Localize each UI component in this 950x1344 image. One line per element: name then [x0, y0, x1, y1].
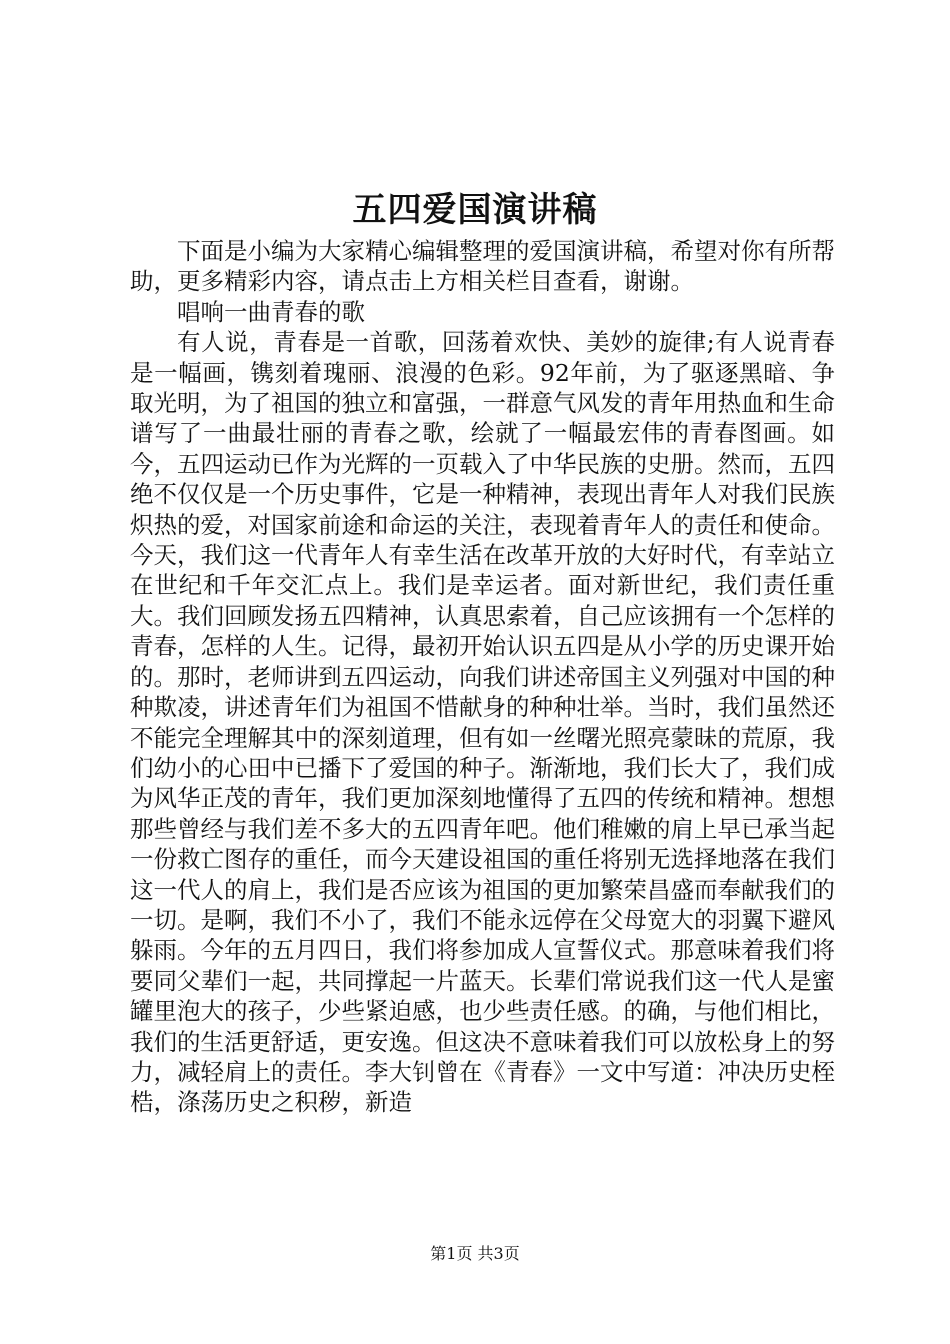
document-title: 五四爱国演讲稿 [352, 190, 598, 230]
intro-paragraph: 下面是小编为大家精心编辑整理的爱国演讲稿，希望对你有所帮助，更多精彩内容，请点击上方相关栏目查看，谢谢。 [130, 237, 835, 296]
page-footer: 第1页 共3页 [430, 1244, 520, 1263]
section-subtitle: 唱响一曲青春的歌 [177, 297, 365, 326]
document-body [130, 236, 835, 1118]
body-paragraph: 有人说，青春是一首歌，回荡着欢快、美妙的旋律;有人说青春是一幅画，镌刻着瑰丽、浪漫的色彩。92年前，为了驱逐黑暗、争取光明，为了祖国的独立和富强，一群意气风发的青年用热血和生命谱写了一曲最壮丽的青春之歌，绘就了一幅最宏伟的青春图画。如今，五四运动已作为光辉的一页载入了中华民族的史册。然而，五四绝不仅仅是一个历史事件，它是一种精神，表现出青年人对我们民族炽热的爱，对国家前途和命运的关注，表现着青年人的责任和使命。今天，我们这一代青年人有幸生活在改革开放的大好时代，有幸站立在世纪和千年交汇点上。我们是幸运者。面对新世纪，我们责任重大。我们回顾发扬五四精神，认真思索着，自己应该拥有一个怎样的青春，怎样的人生。记得，最初开始认识五四是从小学的历史课开始的。那时，老师讲到五四运动，向我们讲述帝国主义列强对中国的种种欺凌，讲述青年们为祖国不惜献身的种种壮举。当时，我们虽然还不能完全理解其中的深刻道理，但有如一丝曙光照亮蒙昧的荒原，我们幼小的心田中已播下了爱国的种子。渐渐地，我们长大了，我们成为风华正茂的青年，我们更加深刻地懂得了五四的传统和精神。想想那些曾经与我们差不多大的五四青年吧。他们稚嫩的肩上早已承当起一份救亡图存的重任，而今天建设祖国的重任将别无选择地落在我们这一代人的肩上，我们是否应该为祖国的更加繁荣昌盛而奉献我们的一切。是啊，我们不小了，我们不能永远停在父母宽大的羽翼下避风躲雨。今年的五月四日，我们将参加成人宣誓仪式。那意味着我们将要同父辈们一起，共同撑起一片蓝天。长辈们常说我们这一代人是蜜罐里泡大的孩子，少些紧迫感，也少些责任感。的确，与他们相比，我们的生活更舒适，更安逸。但这决不意味着我们可以放松身上的努力，减轻肩上的责任。李大钊曾在《青春》一文中写道：冲决历史桎梏，涤荡历史之积秽，新造 [130, 328, 835, 1117]
